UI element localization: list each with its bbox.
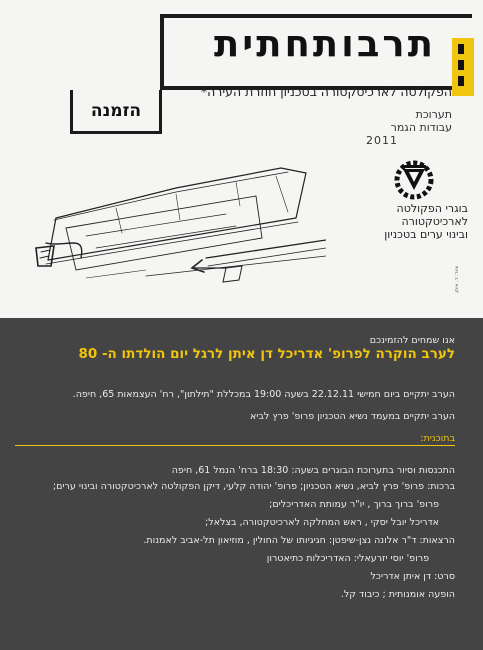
exhibition-line1: תערוכת <box>415 108 452 121</box>
subtitle: הפקולטה לארכיטקטורה בטכניון חוזרת העירה* <box>200 84 452 99</box>
program-item: פרופ' יוסי יזרעאלי: האדריכלות כתיאטרון <box>266 553 429 564</box>
program-item: הופעה אומנותית ; כיבוד קל. <box>340 589 455 600</box>
alumni-line: ובינוי ערים בטכניון <box>384 228 468 241</box>
event-details-panel <box>0 318 483 650</box>
title-frame <box>160 14 472 99</box>
alumni-line: בוגרי הפקולטה <box>396 202 468 215</box>
program-item: הרצאות: ד"ר אלונה נצן-שיפטן: חגיגיותו של החולין , מוזיאון תל-אביב לאמנות. <box>143 535 455 546</box>
program-item: אדריכל יובל יסקי , ראש המחלקה לארכיטקטורה, בצלאל; <box>205 517 439 528</box>
exhibition-year: 2011 <box>366 134 398 147</box>
event-when-where: הערב יתקיים ביום חמישי 22.12.11 בשעה 19:00 במכללת "תילתון", רח' העצמאות 65, חיפה. <box>72 389 455 400</box>
program-label: בתוכנית: <box>420 433 455 444</box>
program-divider <box>15 445 455 446</box>
intro-text: אנו שמחים להזמינכם <box>369 335 455 346</box>
sketch-credit: ציור: ד. איתן <box>454 266 460 293</box>
program-item: התכנסות וסיור בתערוכת הבוגרים בשעה: 18:30 ברח' הנמל 61, חיפה <box>171 465 455 476</box>
event-headline: לערב הוקרה לפרופ' אדריכל דן איתן לרגל יום הולדתו ה- 80 <box>78 346 455 362</box>
event-host: הערב יתקיים במעמד נשיא הטכניון פרופ' פרץ לביא <box>249 411 455 422</box>
invitation-cover <box>0 0 483 318</box>
invitation-label: הזמנה <box>90 100 142 121</box>
accent-dash <box>458 44 464 54</box>
program-item: פרופ' ברוך ברוך , יו"ר עמותת האדריכלים; <box>269 499 439 510</box>
technion-logo-icon <box>394 160 434 200</box>
exhibition-info <box>360 108 452 147</box>
accent-dash <box>458 60 464 70</box>
page-title: תרבותחתית <box>214 22 436 65</box>
architectural-sketch <box>26 148 326 298</box>
invitation-tab <box>70 90 162 134</box>
program-item: סרט: דן איתן אדריכל <box>370 571 455 582</box>
program-item: ברכות: פרופ' פרץ לביא, נשיא הטכניון; פרופ' יהודה קלעי, דיקן הפקולטה לארכיטקטורה ובינוי ערים; <box>52 481 455 492</box>
alumni-credit <box>384 202 468 241</box>
accent-dash <box>458 76 464 86</box>
alumni-line: לארכיטקטורה <box>401 215 468 228</box>
exhibition-line2: עבודות הגמר <box>390 121 452 134</box>
